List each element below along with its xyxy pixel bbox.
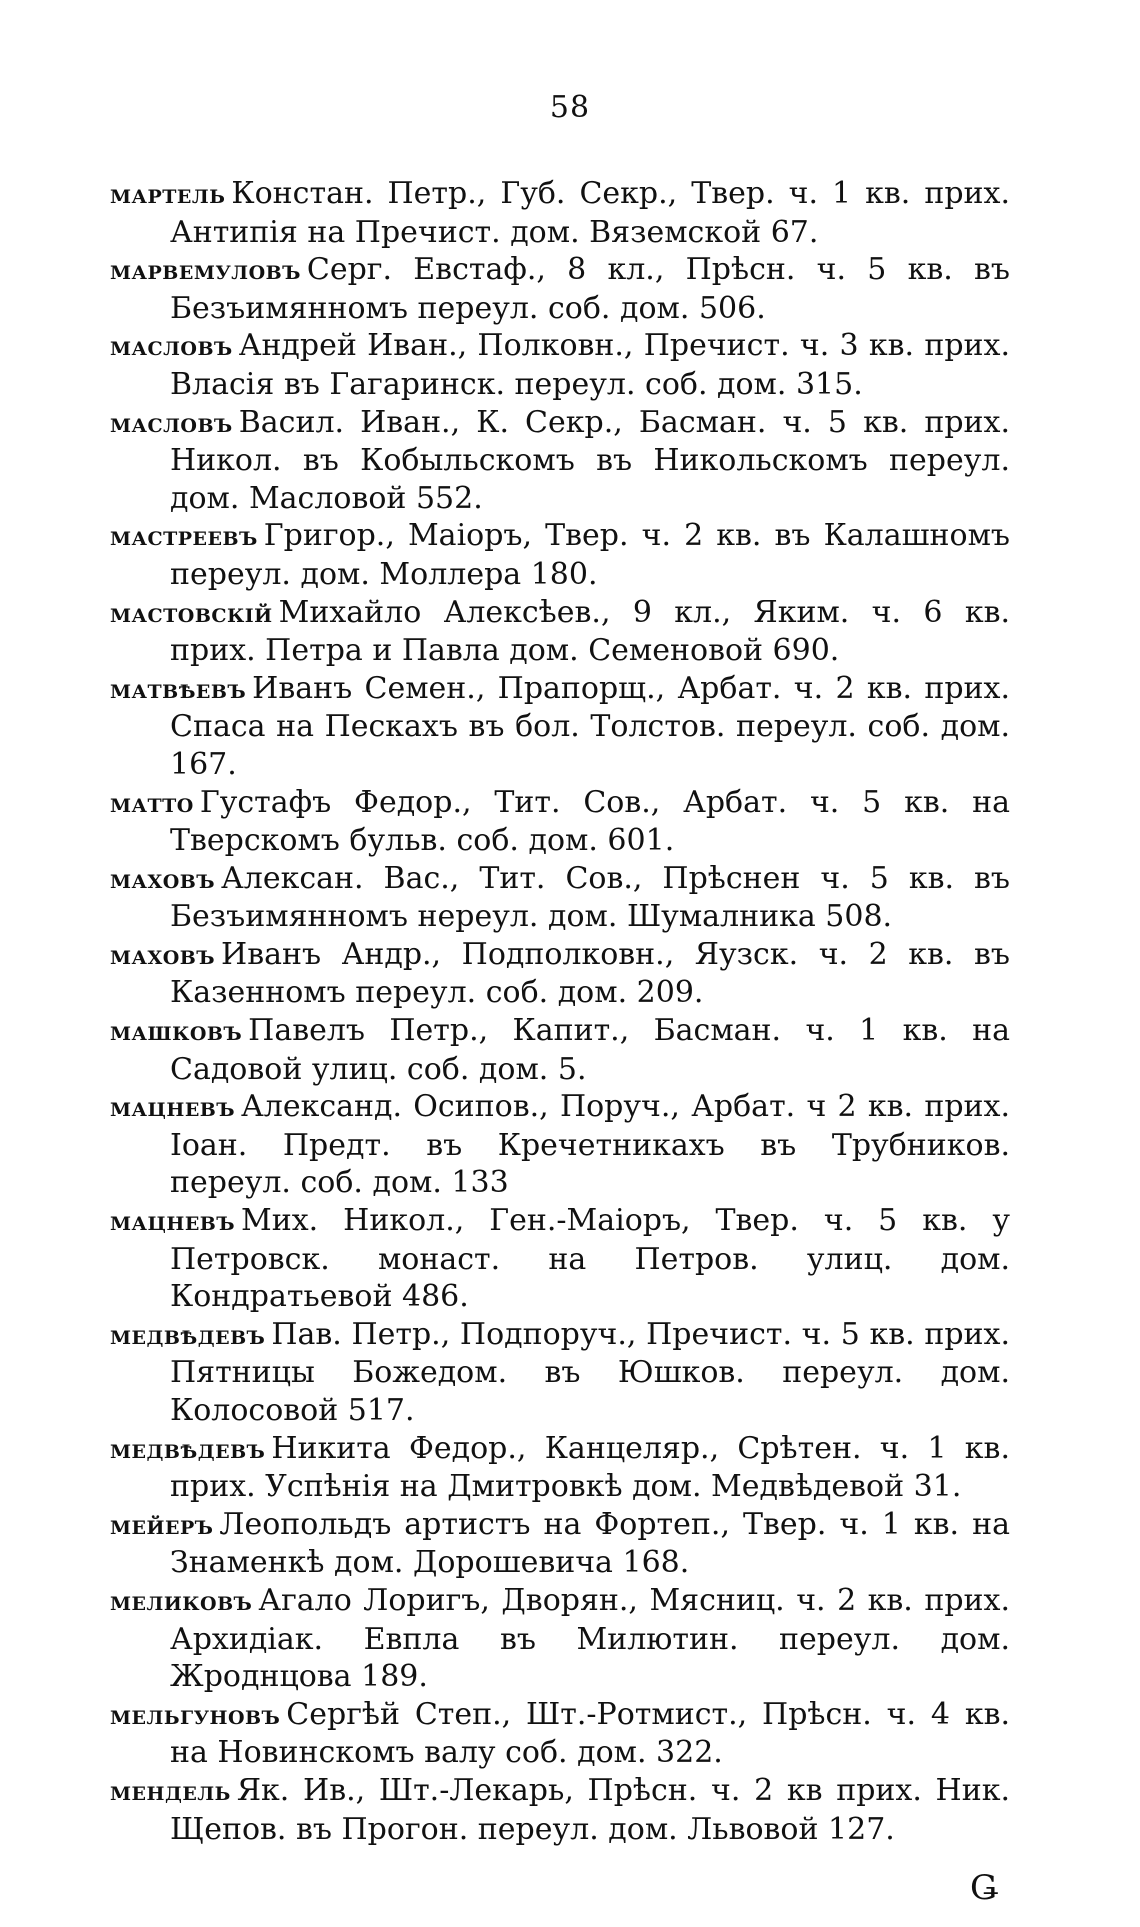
entry-text: Як. Ив., Шт.-Лекарь, Прѣсн. ч. 2 кв прих. Ник. Щепов. въ Прогон. переул. дом. Львовой 127. <box>170 1772 1010 1847</box>
entry-text: Никита Федор., Канцеляр., Срѣтен. ч. 1 кв. прих. Успѣнія на Дмитровкѣ дом. Медвѣдевой 31. <box>170 1430 1010 1505</box>
entry-text: Андрей Иван., Полковн., Пречист. ч. 3 кв. прих. Власія въ Гагаринск. переул. соб. дом. 315. <box>170 328 1010 402</box>
directory-entry <box>110 404 1010 518</box>
entry-text: Пав. Петр., Подпоруч., Пречист. ч. 5 кв. прих. Пятницы Божедом. въ Юшков. переул. дом. Колосовой 517. <box>170 1316 1010 1428</box>
entry-surname: меликовъ <box>110 1585 253 1617</box>
directory-entry <box>110 517 1010 593</box>
entry-surname: масловъ <box>110 331 233 363</box>
directory-entry <box>110 1506 1010 1582</box>
entry-surname: мацневъ <box>110 1206 236 1238</box>
entry-surname: матто <box>110 787 194 819</box>
entry-text: Александ. Осипов., Поруч., Арбат. ч 2 кв. прих. Іоан. Предт. въ Кречетникахъ въ Трубников. переул. соб. дом. 133 <box>170 1089 1010 1201</box>
entry-surname: маховъ <box>110 939 216 971</box>
entry-surname: марвемуловъ <box>110 255 301 287</box>
entry-text: Сергѣй Степ., Шт.-Ротмист., Прѣсн. ч. 4 кв. на Новинскомъ валу соб. дом. 322. <box>170 1696 1010 1771</box>
entry-surname: мендель <box>110 1775 231 1807</box>
directory-entry <box>110 1772 1010 1848</box>
entry-surname: матвѣевъ <box>110 673 247 705</box>
entry-surname: масловъ <box>110 407 233 439</box>
entry-surname: машковъ <box>110 1016 243 1048</box>
entry-text: Алексан. Вас., Тит. Сов., Прѣснен ч. 5 кв. въ Безъимянномъ нереул. дом. Шумалника 508. <box>170 860 1010 935</box>
entry-text: Павелъ Петр., Капит., Басман. ч. 1 кв. на Садовой улиц. соб. дом. 5. <box>170 1013 1010 1087</box>
directory-entry <box>110 594 1010 670</box>
directory-entry <box>110 1430 1010 1506</box>
entry-surname: мельгуновъ <box>110 1699 281 1731</box>
directory-entry <box>110 251 1010 327</box>
entry-surname: мацневъ <box>110 1092 236 1124</box>
directory-entry <box>110 670 1010 784</box>
directory-entry <box>110 1012 1010 1088</box>
entry-text: Иванъ Андр., Подполковн., Яузск. ч. 2 кв. въ Казенномъ переул. соб. дом. 209. <box>170 936 1010 1011</box>
directory-entry <box>110 1088 1010 1202</box>
entry-text: Серг. Евстаф., 8 кл., Прѣсн. ч. 5 кв. въ Безъимянномъ переул. соб. дом. 506. <box>170 252 1010 326</box>
directory-entry <box>110 1316 1010 1430</box>
entry-surname: маховъ <box>110 863 216 895</box>
directory-entry <box>110 1582 1010 1696</box>
directory-entry <box>110 784 1010 860</box>
directory-entry <box>110 175 1010 251</box>
entry-text: Григор., Маіоръ, Твер. ч. 2 кв. въ Калашномъ переул. дом. Моллера 180. <box>170 518 1010 592</box>
entry-text: Констан. Петр., Губ. Секр., Твер. ч. 1 кв. прих. Антипія на Пречист. дом. Вяземской 67. <box>170 176 1010 250</box>
directory-entry <box>110 860 1010 936</box>
directory-entry <box>110 1202 1010 1316</box>
entry-text: Васил. Иван., К. Секр., Басман. ч. 5 кв. прих. Никол. въ Кобыльскомъ въ Никольскомъ переул. дом. Масловой 552. <box>170 404 1010 516</box>
entry-surname: мастовскій <box>110 597 273 629</box>
directory-entry <box>110 1696 1010 1772</box>
entry-text: Агало Лоригъ, Дворян., Мясниц. ч. 2 кв. прих. Архидіак. Евпла въ Милютин. переул. дом. Жроднцова 189. <box>170 1582 1010 1695</box>
entry-text: Иванъ Семен., Прапорщ., Арбат. ч. 2 кв. прих. Спаса на Пескахъ въ бол. Толстов. переул. соб. дом. 167. <box>170 670 1010 782</box>
entry-surname: мейеръ <box>110 1509 214 1541</box>
directory-entry <box>110 327 1010 403</box>
entry-surname: медвѣдевъ <box>110 1319 266 1351</box>
entry-text: Леопольдъ артистъ на Фортеп., Твер. ч. 1 кв. на Знаменкѣ дом. Дорошевича 168. <box>170 1506 1010 1581</box>
entry-surname: мартель <box>110 179 226 210</box>
directory-entries <box>110 175 1010 1848</box>
entry-text: Михайло Алексѣев., 9 кл., Яким. ч. 6 кв. прих. Петра и Павла дом. Семеновой 690. <box>170 594 1010 669</box>
directory-entry <box>110 936 1010 1012</box>
entry-text: Густафъ Федор., Тит. Сов., Арбат. ч. 5 кв. на Тверскомъ бульв. соб. дом. 601. <box>170 784 1010 859</box>
entry-surname: медвѣдевъ <box>110 1433 266 1465</box>
page-number: 58 <box>549 90 591 125</box>
catchword-mark: Ǥ <box>970 1868 999 1908</box>
entry-surname: мастреевъ <box>110 521 258 553</box>
entry-text: Мих. Никол., Ген.-Маіоръ, Твер. ч. 5 кв. у Петровск. монаст. на Петров. улиц. дом. Кондратьевой 486. <box>170 1203 1010 1315</box>
